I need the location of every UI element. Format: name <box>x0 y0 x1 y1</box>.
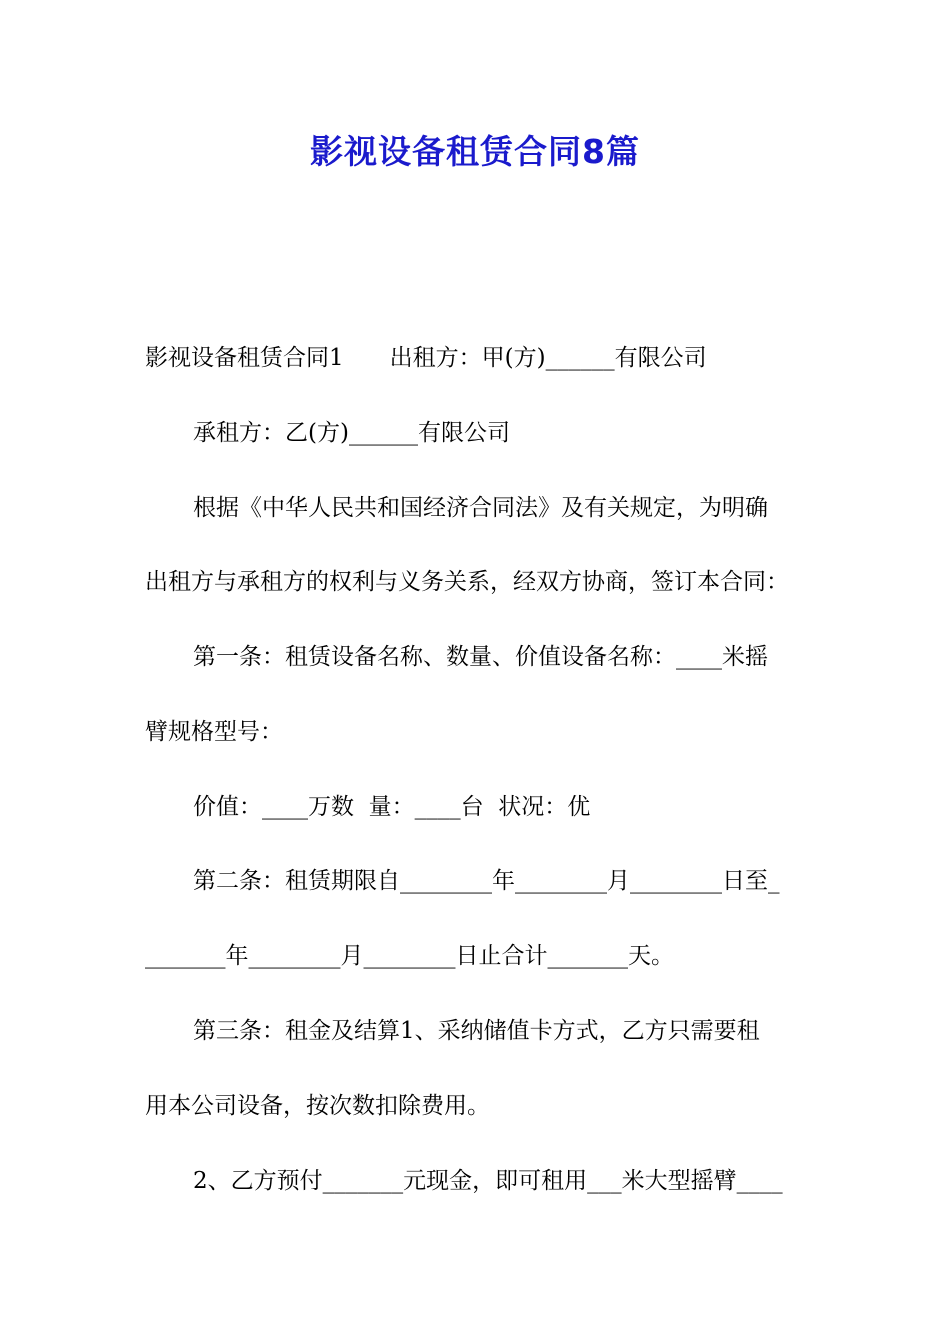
contract-line-5: 第一条：租赁设备名称、数量、价值设备名称：____米摇 <box>193 644 768 670</box>
contract-line-10: 第三条：租金及结算1、采纳储值卡方式，乙方只需要租 <box>193 1018 760 1044</box>
contract-line-3: 根据《中华人民共和国经济合同法》及有关规定，为明确 <box>193 495 768 521</box>
contract-line-12: 2、乙方预付_______元现金，即可租用___米大型摇臂____ <box>193 1168 783 1194</box>
contract-line-7: 价值：____万数 量：____台 状况：优 <box>193 794 591 820</box>
contract-line-9: _______年________月________日止合计_______天。 <box>145 943 674 969</box>
contract-line-1: 影视设备租赁合同1 出租方：甲(方)______有限公司 <box>145 345 707 371</box>
contract-line-2: 承租方：乙(方)______有限公司 <box>193 420 510 446</box>
contract-line-6: 臂规格型号： <box>145 719 283 745</box>
contract-line-4: 出租方与承租方的权利与义务关系，经双方协商，签订本合同： <box>145 569 789 595</box>
document-title: 影视设备租赁合同8篇 <box>310 132 640 171</box>
contract-line-8: 第二条：租赁期限自________年________月________日至_ <box>193 868 780 894</box>
contract-line-11: 用本公司设备，按次数扣除费用。 <box>145 1093 490 1119</box>
